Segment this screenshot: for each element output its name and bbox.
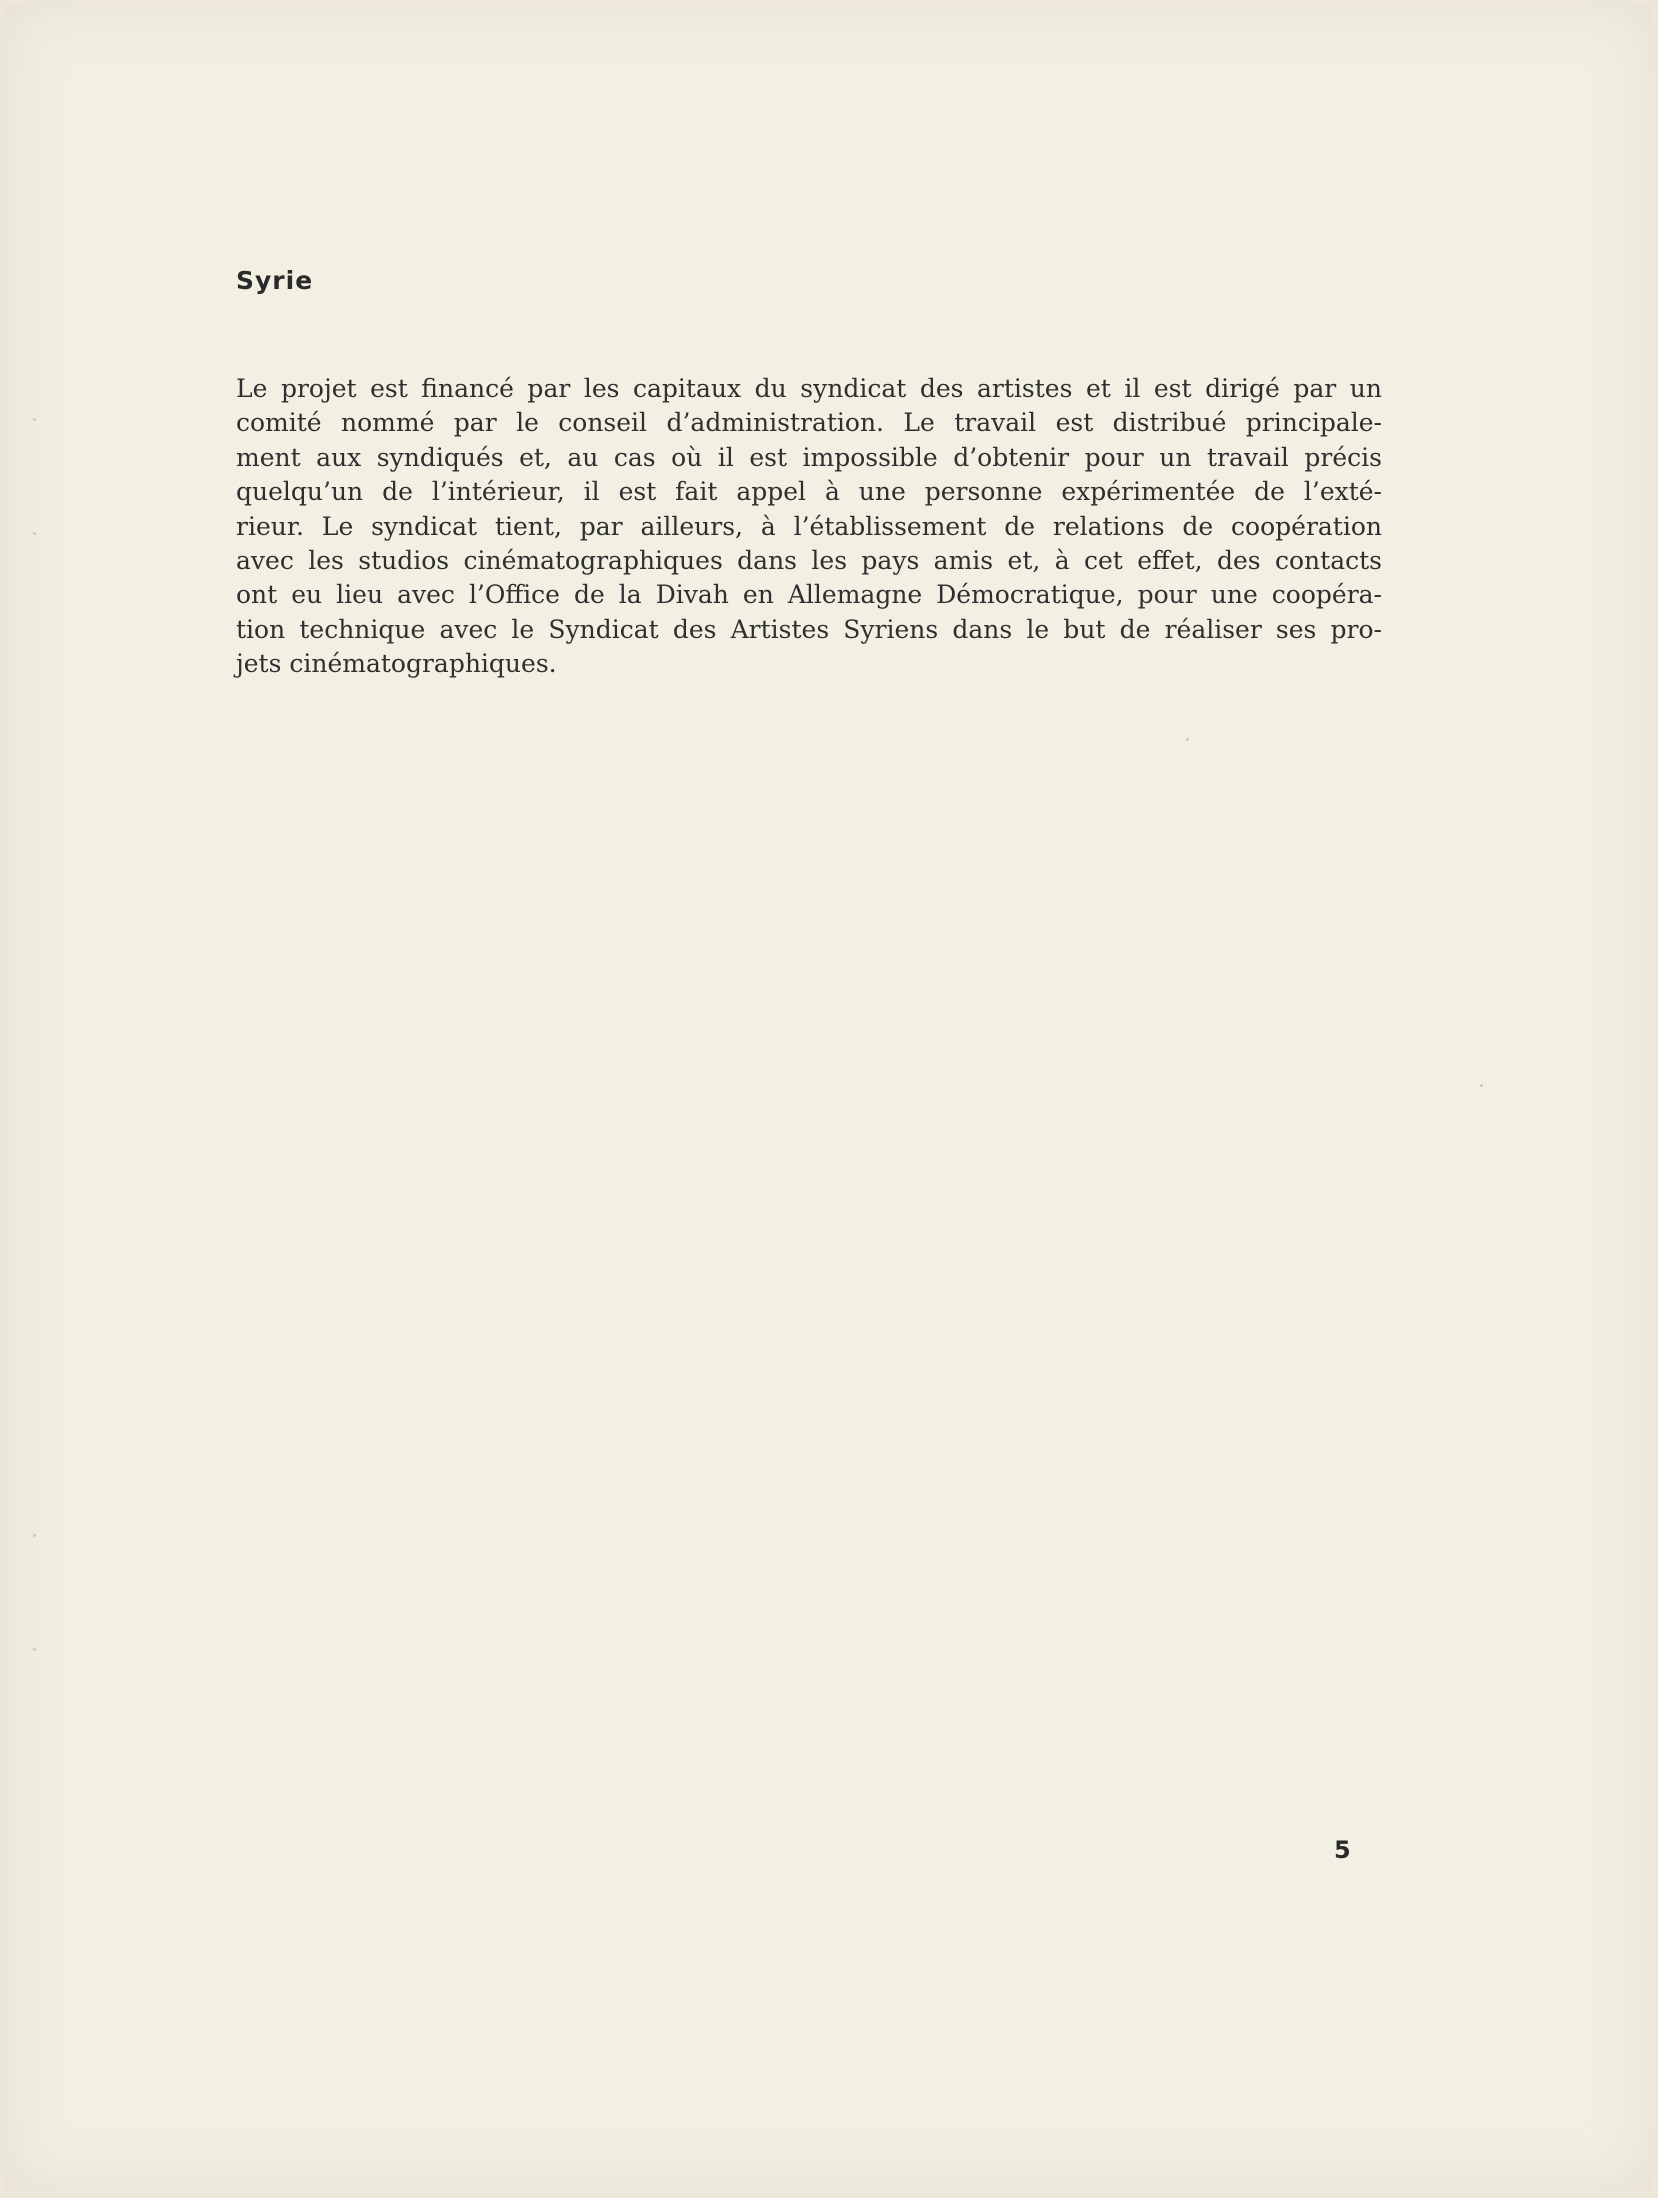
paper-speck [1480, 1084, 1483, 1087]
paper-speck [33, 418, 36, 421]
paper-speck [33, 1534, 36, 1537]
paragraph-line: comité nommé par le conseil d’administration. Le travail est distribué principale- [236, 408, 1382, 438]
section-heading: Syrie [236, 266, 314, 295]
paper-speck [33, 1648, 36, 1651]
paper-speck [1186, 738, 1189, 741]
paragraph-line: quelqu’un de l’intérieur, il est fait appel à une personne expérimentée de l’exté- [236, 477, 1382, 507]
paragraph-line: avec les studios cinématographiques dans les pays amis et, à cet effet, des contacts [236, 546, 1382, 576]
paragraph-line: ont eu lieu avec l’Office de la Divah en Allemagne Démocratique, pour une coopéra- [236, 580, 1382, 610]
page-number: 5 [1334, 1836, 1351, 1864]
paper-speck [33, 532, 36, 535]
paragraph-line: rieur. Le syndicat tient, par ailleurs, à l’établissement de relations de coopération [236, 511, 1382, 541]
paragraph-line: tion technique avec le Syndicat des Artistes Syriens dans le but de réaliser ses pro- [236, 614, 1382, 644]
body-paragraph [236, 372, 1382, 682]
paragraph-line: jets cinématographiques. [236, 649, 557, 679]
paragraph-line: Le projet est financé par les capitaux du syndicat des artistes et il est dirigé par un [236, 374, 1382, 403]
paragraph-line: ment aux syndiqués et, au cas où il est impossible d’obtenir pour un travail précis [236, 442, 1382, 472]
document-page [6, 4, 1652, 2190]
